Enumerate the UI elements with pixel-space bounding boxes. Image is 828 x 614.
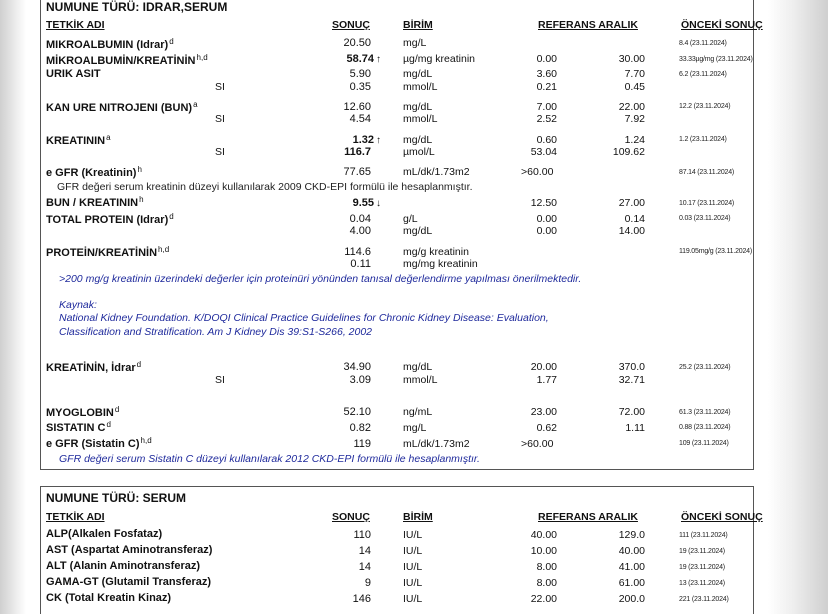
si-unit: mmol/L	[403, 374, 438, 386]
ref-high: 1.11	[625, 422, 645, 434]
si-ref-low: 1.77	[536, 374, 557, 386]
test-name: MIKROALBUMIN (Idrar)$^d$	[46, 37, 174, 51]
urine-serum-results-panel	[40, 0, 763, 470]
ref-range: >60.00	[521, 438, 554, 450]
si-unit: µmol/L	[403, 146, 435, 158]
serum-results-panel	[40, 486, 763, 614]
unit: mg/dL	[403, 68, 433, 80]
ref-high: 0.14	[624, 213, 645, 225]
proteinuria-note: >200 mg/g kreatinin üzerindeki değerler için proteinüri yönünden tanısal değerlendirme yapılması önerilmektedir.	[59, 273, 582, 285]
gfr-sistatin-note: GFR değeri serum Sistatin C düzeyi kullanılarak 2012 CKD-EPI formülü ile hesaplanmıştır.	[59, 453, 480, 465]
header-ref: REFERANS ARALIK	[538, 511, 638, 523]
result-value-2: 0.11	[350, 258, 371, 270]
previous-result: 19 (23.11.2024)	[679, 564, 725, 571]
previous-result: 13 (23.11.2024)	[679, 580, 725, 587]
ref-high: 7.70	[624, 68, 645, 80]
test-name: TOTAL PROTEIN (Idrar)$^d$	[46, 212, 174, 226]
test-name: AST (Aspartat Aminotransferaz)	[46, 544, 213, 556]
source-label: Kaynak:	[59, 299, 97, 311]
ref-low: 8.00	[536, 577, 557, 589]
header-test: TETKİK ADI	[46, 511, 105, 523]
test-name: KREATİNİN, İdrar$^d$	[46, 360, 142, 374]
result-value: 119	[353, 438, 371, 450]
test-name: ALT (Alanin Aminotransferaz)	[46, 560, 201, 572]
test-name: MİKROALBUMİN/KREATİNİN$^{h,d}$	[46, 53, 208, 67]
unit: mL/dk/1.73m2	[403, 166, 470, 178]
result-value: 14	[358, 545, 371, 557]
header-ref: REFERANS ARALIK	[538, 19, 638, 31]
si-result: 116.7	[344, 146, 371, 158]
previous-result: 25.2 (23.11.2024)	[679, 364, 731, 371]
ref-range: >60.00	[521, 166, 554, 178]
ref-high: 61.00	[618, 577, 645, 589]
result-value: 58.74 ↑	[346, 53, 381, 65]
test-name: BUN / KREATININ$^h$	[46, 195, 144, 209]
header-prev: ÖNCEKİ SONUÇ	[681, 19, 763, 31]
previous-result: 0.03 (23.11.2024)	[679, 215, 731, 222]
ref-low-2: 0.00	[536, 225, 557, 237]
si-result: 4.54	[349, 113, 371, 125]
unit: IU/L	[403, 545, 423, 557]
high-arrow-icon: ↑	[376, 135, 381, 146]
previous-result: 87.14 (23.11.2024)	[679, 169, 735, 176]
ref-low: 0.00	[536, 53, 557, 65]
unit-2: mg/dL	[403, 225, 433, 237]
previous-result: 61.3 (23.11.2024)	[679, 409, 731, 416]
ref-low: 10.00	[530, 545, 557, 557]
header-unit: BİRİM	[403, 19, 433, 31]
test-name: URIK ASIT	[46, 68, 101, 80]
si-result: 0.35	[349, 81, 371, 93]
test-name: ALP(Alkalen Fosfataz)	[46, 528, 163, 540]
source-line-1: National Kidney Foundation. K/DOQI Clinical Practice Guidelines for Chronic Kidney Disease: Evaluation,	[59, 312, 549, 324]
test-name: e GFR (Sistatin C)$^{h,d}$	[46, 436, 152, 450]
header-unit: BİRİM	[403, 511, 433, 523]
high-arrow-icon: ↑	[376, 54, 381, 65]
previous-result: 0.88 (23.11.2024)	[679, 424, 731, 431]
test-name: KAN URE NITROJENI (BUN)$^a$	[46, 100, 198, 114]
header-test: TETKİK ADI	[46, 19, 105, 31]
unit: mg/dL	[403, 361, 433, 373]
previous-result: 221 (23.11.2024)	[679, 596, 729, 603]
result-value: 34.90	[343, 361, 371, 373]
ref-high: 27.00	[618, 197, 645, 209]
ref-high: 1.24	[624, 134, 645, 146]
unit: µg/mg kreatinin	[403, 53, 475, 65]
unit: IU/L	[403, 593, 423, 605]
unit: g/L	[403, 213, 418, 225]
previous-result: 1.2 (23.11.2024)	[679, 136, 727, 143]
unit: mg/L	[403, 422, 427, 434]
unit: mL/dk/1.73m2	[403, 438, 470, 450]
previous-result: 111 (23.11.2024)	[679, 532, 728, 539]
si-unit: mmol/L	[403, 81, 438, 93]
si-ref-high: 32.71	[618, 374, 645, 386]
ref-high: 200.0	[618, 593, 645, 605]
panel-title: NUMUNE TÜRÜ: SERUM	[46, 491, 186, 505]
result-value-2: 4.00	[349, 225, 371, 237]
previous-result: 109 (23.11.2024)	[679, 440, 729, 447]
unit: mg/dL	[403, 134, 433, 146]
ref-low: 0.62	[536, 422, 557, 434]
ref-low: 8.00	[536, 561, 557, 573]
si-ref-high: 7.92	[624, 113, 645, 125]
previous-result: 10.17 (23.11.2024)	[679, 200, 735, 207]
header-result: SONUÇ	[332, 511, 370, 523]
previous-result: 119.05mg/g (23.11.2024)	[679, 248, 752, 255]
unit: mg/L	[403, 37, 427, 49]
header-result: SONUÇ	[332, 19, 370, 31]
result-value: 12.60	[343, 101, 371, 113]
test-name: PROTEİN/KREATİNİN$^{h,d}$	[46, 245, 170, 259]
ref-high: 41.00	[618, 561, 645, 573]
si-ref-high: 109.62	[612, 146, 645, 158]
panel-title: NUMUNE TÜRÜ: IDRAR,SERUM	[46, 0, 228, 14]
ref-high: 370.0	[618, 361, 645, 373]
ref-low: 0.00	[536, 213, 557, 225]
si-label: SI	[215, 81, 225, 93]
si-result: 3.09	[349, 374, 371, 386]
result-value: 77.65	[343, 166, 371, 178]
source-line-2: Classification and Stratification. Am J Kidney Dis 39:S1-S266, 2002	[59, 326, 373, 338]
ref-high: 22.00	[618, 101, 645, 113]
result-value: 52.10	[343, 406, 371, 418]
test-name: KREATININ$^a$	[46, 133, 111, 147]
gfr-note: GFR değeri serum kreatinin düzeyi kullanılarak 2009 CKD-EPI formülü ile hesaplanmıştır.	[57, 181, 473, 193]
result-value: 114.6	[344, 246, 371, 258]
unit: mg/dL	[403, 101, 433, 113]
test-name: e GFR (Kreatinin)$^h$	[46, 165, 142, 179]
result-value: 14	[358, 561, 371, 573]
previous-result: 8.4 (23.11.2024)	[679, 40, 727, 47]
left-page-shadow	[0, 0, 26, 614]
result-value: 0.04	[349, 213, 371, 225]
result-value: 146	[352, 593, 371, 605]
si-label: SI	[215, 374, 225, 386]
unit: IU/L	[403, 529, 423, 541]
previous-result: 6.2 (23.11.2024)	[679, 71, 727, 78]
unit: mg/g kreatinin	[403, 246, 469, 258]
result-value: 5.90	[349, 68, 371, 80]
result-value: 20.50	[343, 37, 371, 49]
unit: IU/L	[403, 577, 423, 589]
previous-result: 33.33µg/mg (23.11.2024)	[679, 56, 753, 63]
ref-low: 0.60	[536, 134, 557, 146]
right-page-shadow	[768, 0, 828, 614]
ref-low: 22.00	[530, 593, 557, 605]
si-label: SI	[215, 113, 225, 125]
test-name: GAMA-GT (Glutamil Transferaz)	[46, 576, 212, 588]
ref-low: 40.00	[530, 529, 557, 541]
ref-low: 23.00	[530, 406, 557, 418]
ref-low: 3.60	[536, 68, 557, 80]
result-value: 110	[353, 529, 371, 541]
test-name: MYOGLOBIN$^d$	[46, 405, 120, 419]
result-value: 9	[364, 577, 371, 589]
low-arrow-icon: ↓	[376, 198, 381, 209]
result-value: 1.32 ↑	[352, 134, 381, 146]
test-name: CK (Total Kreatin Kinaz)	[46, 592, 172, 604]
ref-low: 12.50	[530, 197, 557, 209]
si-unit: mmol/L	[403, 113, 438, 125]
test-name: SISTATIN $C^d$	[46, 420, 111, 434]
ref-high: 40.00	[618, 545, 645, 557]
ref-low: 7.00	[536, 101, 557, 113]
previous-result: 19 (23.11.2024)	[679, 548, 725, 555]
previous-result: 12.2 (23.11.2024)	[679, 103, 731, 110]
ref-high: 72.00	[618, 406, 645, 418]
si-ref-high: 0.45	[624, 81, 645, 93]
ref-low: 20.00	[530, 361, 557, 373]
ref-high-2: 14.00	[618, 225, 645, 237]
ref-high: 129.0	[618, 529, 645, 541]
si-ref-low: 0.21	[536, 81, 557, 93]
si-label: SI	[215, 146, 225, 158]
unit-2: mg/mg kreatinin	[403, 258, 478, 270]
si-ref-low: 53.04	[530, 146, 557, 158]
si-ref-low: 2.52	[536, 113, 557, 125]
unit: IU/L	[403, 561, 423, 573]
result-value: 9.55 ↓	[352, 197, 381, 209]
ref-high: 30.00	[618, 53, 645, 65]
result-value: 0.82	[349, 422, 371, 434]
unit: ng/mL	[403, 406, 433, 418]
header-prev: ÖNCEKİ SONUÇ	[681, 511, 763, 523]
